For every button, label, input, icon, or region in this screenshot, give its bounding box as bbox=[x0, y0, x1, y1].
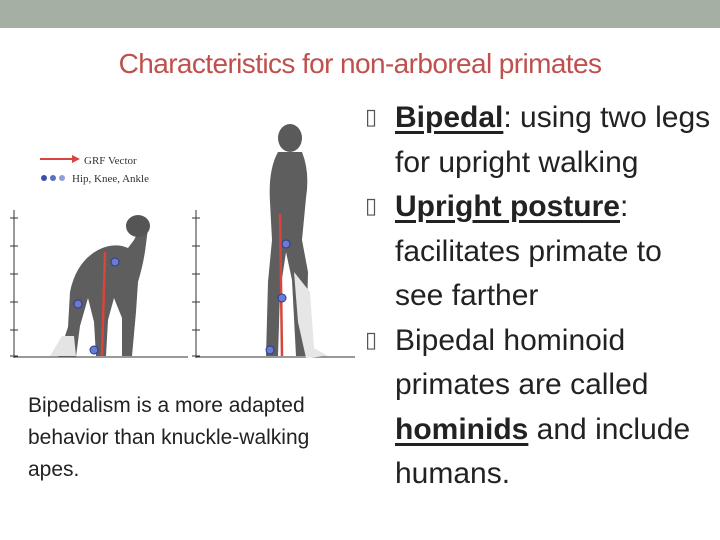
bullet-term: hominids bbox=[395, 412, 529, 446]
legend-grf-label: GRF Vector bbox=[84, 155, 137, 167]
bullet-term: Upright posture bbox=[395, 190, 620, 223]
slide-title: Characteristics for non-arboreal primates bbox=[118, 48, 602, 79]
upright-human bbox=[266, 124, 328, 358]
knuckle-walking-ape bbox=[50, 215, 150, 357]
legend-joints-label: Hip, Knee, Ankle bbox=[72, 173, 149, 185]
gait-illustration bbox=[10, 122, 355, 362]
bullet-colon: : bbox=[620, 190, 629, 223]
figure-caption: Bipedalism is a more adapted behavior than knuckle-walking apes. bbox=[28, 394, 310, 481]
bullet-text: and include humans. bbox=[395, 412, 691, 490]
bullet-colon: : bbox=[503, 101, 512, 134]
bullet-text: using two legs for upright walking bbox=[395, 101, 711, 179]
bullet-bipedal bbox=[365, 96, 717, 185]
top-band bbox=[0, 0, 720, 28]
bullet-marker-icon: ▯ bbox=[365, 105, 378, 130]
bullet-marker-icon: ▯ bbox=[365, 327, 378, 353]
bullet-text: facilitates primate to see farther bbox=[395, 234, 662, 312]
gait-figure bbox=[10, 122, 355, 362]
bullet-marker-icon: ▯ bbox=[365, 194, 378, 219]
bullet-term: Bipedal bbox=[395, 101, 504, 134]
figure-legend bbox=[40, 155, 149, 185]
bullet-hominids bbox=[365, 319, 717, 497]
bullet-text: Bipedal hominoid primates are called bbox=[395, 323, 649, 401]
bullet-list bbox=[365, 96, 717, 497]
bullet-upright-posture bbox=[365, 185, 717, 319]
